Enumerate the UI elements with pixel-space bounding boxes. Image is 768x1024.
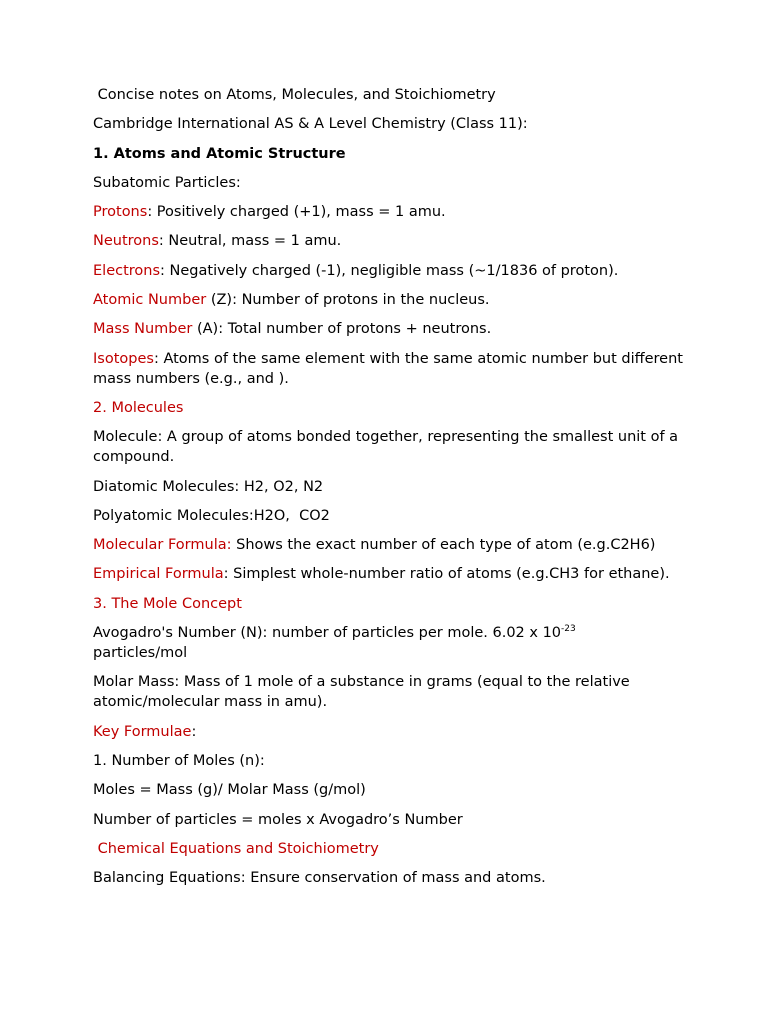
avogadro-line xyxy=(93,623,683,663)
section-heading-stoichiometry: Chemical Equations and Stoichiometry xyxy=(93,840,379,857)
diatomic-molecules: Diatomic Molecules: H2, O2, N2 xyxy=(93,478,324,495)
polyatomic-molecules: Polyatomic Molecules:H2O, CO2 xyxy=(93,507,330,524)
mass-number-line xyxy=(93,319,683,339)
balancing-equations: Balancing Equations: Ensure conservation of mass and atoms. xyxy=(93,870,546,887)
moles-equation: Moles = Mass (g)/ Molar Mass (g/mol) xyxy=(93,782,366,799)
key-formulae-line xyxy=(93,722,683,742)
electrons-term: Electrons xyxy=(93,262,161,279)
protons-line xyxy=(93,202,683,222)
mass-number-term: Mass Number xyxy=(93,321,193,338)
key-formulae-term: Key Formulae xyxy=(93,723,192,740)
document-title: Concise notes on Atoms, Molecules, and Stoichiometry xyxy=(93,87,496,103)
section-heading-molecules: 2. Molecules xyxy=(93,399,184,416)
electrons-line xyxy=(93,261,683,281)
molar-mass-definition: Molar Mass: Mass of 1 mole of a substance in grams (equal to the relative atomic/molecular mass in amu). xyxy=(93,674,630,711)
molecular-formula-line xyxy=(93,535,683,555)
empirical-formula-line xyxy=(93,564,683,584)
particles-equation: Number of particles = moles x Avogadro’s Number xyxy=(93,811,463,828)
atomic-number-line xyxy=(93,290,683,310)
atomic-number-text: (Z): Number of protons in the nucleus. xyxy=(206,292,490,309)
empirical-formula-text: : Simplest whole-number ratio of atoms (e.g.CH3 for ethane). xyxy=(223,566,670,583)
neutrons-term: Neutrons xyxy=(93,233,159,250)
avogadro-unit: particles/mol xyxy=(93,645,188,662)
electrons-text: : Negatively charged (-1), negligible mass (~1/1836 of proton). xyxy=(160,262,619,279)
isotopes-line xyxy=(93,349,683,389)
avogadro-text: Avogadro's Number (N): number of particles per mole. 6.02 x 10 xyxy=(93,625,562,642)
isotopes-term: Isotopes xyxy=(93,350,154,367)
protons-term: Protons xyxy=(93,204,148,221)
number-of-moles-label: 1. Number of Moles (n): xyxy=(93,752,265,769)
mass-number-text: (A): Total number of protons + neutrons. xyxy=(192,321,492,338)
molecular-formula-text: Shows the exact number of each type of atom (e.g.C2H6) xyxy=(231,537,656,554)
molecule-definition: Molecule: A group of atoms bonded together, representing the smallest unit of a compound. xyxy=(93,429,679,466)
key-formulae-colon: : xyxy=(191,723,197,740)
document-subtitle: Cambridge International AS & A Level Chemistry (Class 11): xyxy=(93,116,528,133)
section-heading-mole-concept: 3. The Mole Concept xyxy=(93,595,242,612)
atomic-number-term: Atomic Number xyxy=(93,292,207,309)
empirical-formula-term: Empirical Formula xyxy=(93,566,224,583)
isotopes-text: : Atoms of the same element with the same atomic number but different mass numbers (e.g., and ). xyxy=(93,350,683,387)
protons-text: : Positively charged (+1), mass = 1 amu. xyxy=(147,204,446,221)
subatomic-particles-label: Subatomic Particles: xyxy=(93,174,241,191)
molecular-formula-term: Molecular Formula: xyxy=(93,537,232,554)
neutrons-text: : Neutral, mass = 1 amu. xyxy=(158,233,342,250)
avogadro-exponent: -23 xyxy=(561,624,576,635)
neutrons-line xyxy=(93,231,683,251)
section-heading-atoms: 1. Atoms and Atomic Structure xyxy=(93,145,346,162)
document-body xyxy=(93,85,683,897)
